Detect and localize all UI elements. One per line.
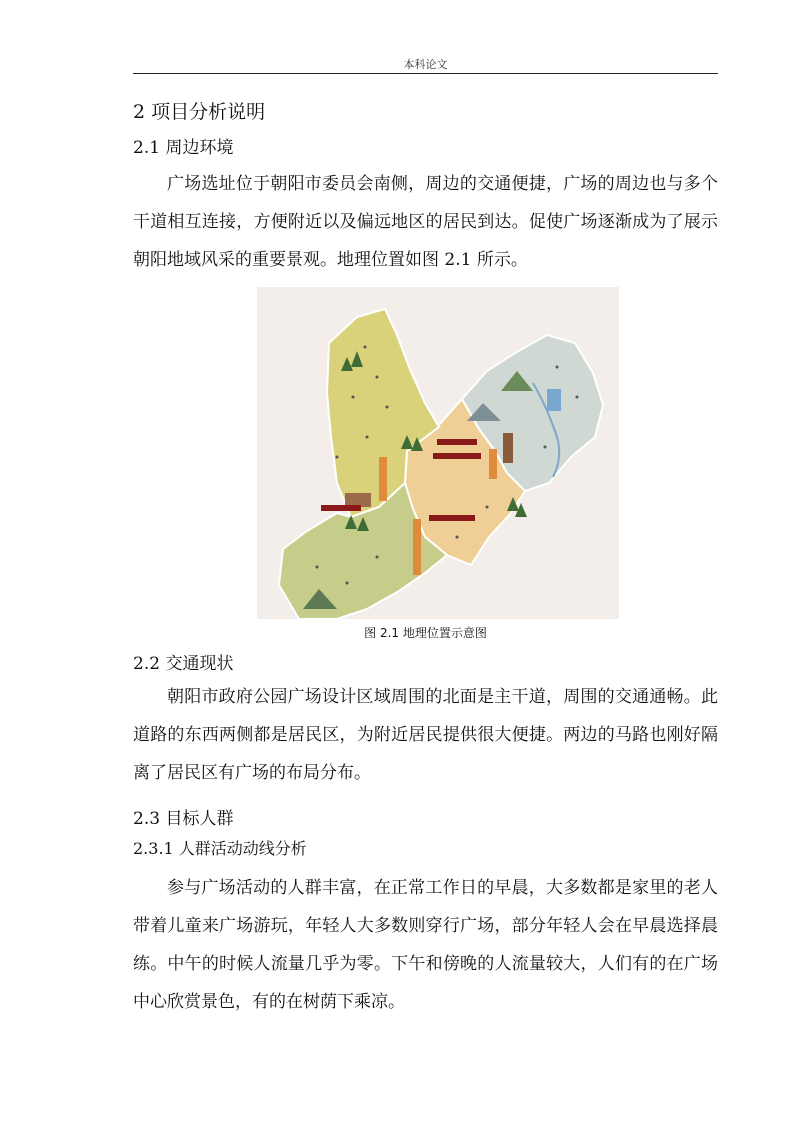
section-heading-2-3-1: 2.3.1 人群活动动线分析 xyxy=(133,839,307,858)
building-icon xyxy=(345,493,371,507)
banner-icon xyxy=(413,519,421,575)
figure-caption: 图 2.1 地理位置示意图 xyxy=(364,626,487,640)
paragraph-crowd-analysis: 参与广场活动的人群丰富，在正常工作日的早晨，大多数都是家里的老人带着儿童来广场游玩，年轻人大多数则穿行广场，部分年轻人会在早晨选择晨练。中午的时候人流量几乎为零。下午和傍晚的人流量较大，人们有的在广场中心欣赏景色，有的在树荫下乘凉。 xyxy=(133,878,718,1012)
banner-icon xyxy=(547,389,561,411)
banner-icon xyxy=(379,457,387,501)
chapter-heading: 2 项目分析说明 xyxy=(133,101,266,123)
paragraph-traffic: 朝阳市政府公园广场设计区域周围的北面是主干道，周围的交通通畅。此道路的东西两侧都是居民区，为附近居民提供很大便捷。两边的马路也刚好隔离了居民区有广场的布局分布。 xyxy=(133,687,718,783)
section-heading-2-3: 2.3 目标人群 xyxy=(133,809,234,829)
location-map-figure xyxy=(257,287,619,619)
paragraph-surroundings: 广场选址位于朝阳市委员会南侧，周边的交通便捷，广场的周边也与多个干道相互连接，方便附近以及偏远地区的居民到达。促使广场逐渐成为了展示朝阳地域风采的重要景观。地理位置如图 2.1 所示。 xyxy=(133,174,718,270)
location-map xyxy=(257,287,619,619)
banner-icon xyxy=(489,449,497,479)
section-heading-2-1: 2.1 周边环境 xyxy=(133,138,234,158)
pagoda-icon xyxy=(503,433,513,463)
page-header: 本科论文 xyxy=(403,58,448,71)
header-rule xyxy=(133,73,718,74)
section-heading-2-2: 2.2 交通现状 xyxy=(133,654,234,674)
